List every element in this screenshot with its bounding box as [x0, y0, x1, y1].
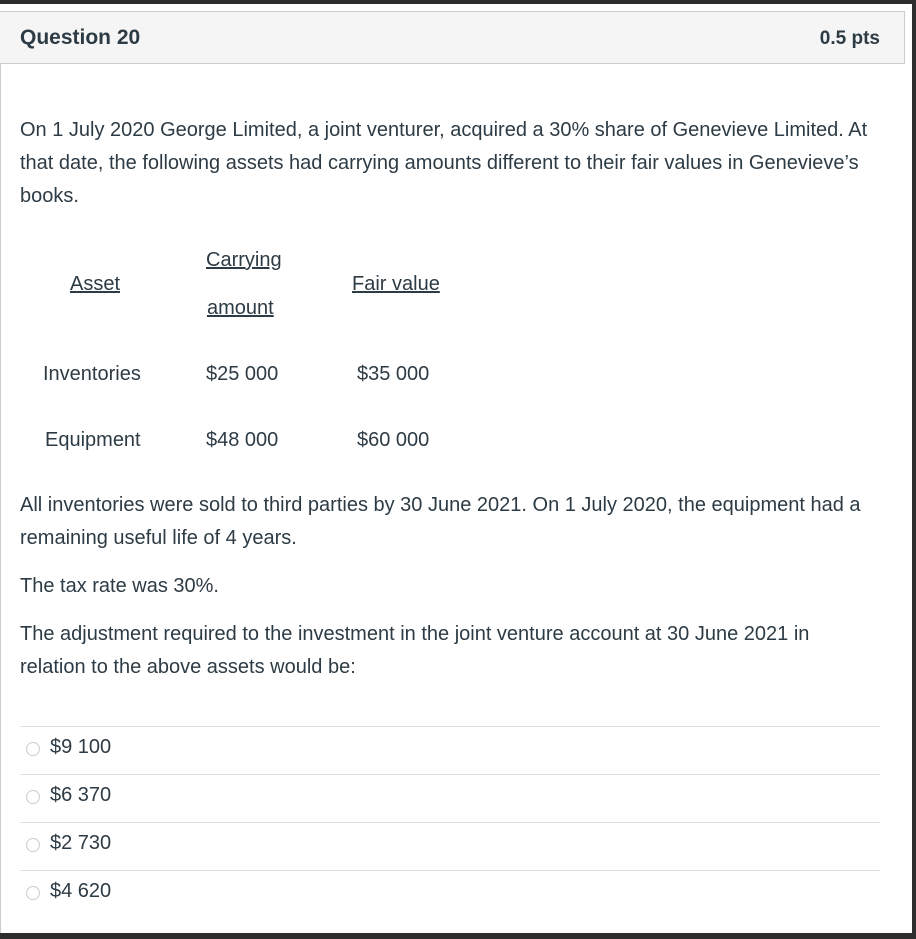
- question-points: 0.5 pts: [819, 28, 880, 49]
- radio-button[interactable]: [26, 790, 40, 804]
- radio-button[interactable]: [26, 742, 40, 756]
- radio-button[interactable]: [26, 886, 40, 900]
- table-header-carrying-line1: Carrying: [206, 249, 282, 271]
- answer-label[interactable]: $2 730: [50, 832, 112, 854]
- table-cell-asset: Equipment: [45, 429, 141, 451]
- table-cell-carrying: $48 000: [206, 429, 279, 451]
- question-tax-text: The tax rate was 30%.: [20, 575, 219, 597]
- table-cell-fair: $35 000: [357, 363, 430, 385]
- radio-button[interactable]: [26, 838, 40, 852]
- answer-list: [20, 726, 880, 918]
- answer-option[interactable]: [20, 726, 880, 774]
- table-cell-asset: Inventories: [43, 363, 141, 385]
- answer-label[interactable]: $6 370: [50, 784, 112, 806]
- bottom-frame-edge: [0, 933, 916, 939]
- top-frame-edge: [0, 0, 916, 4]
- answer-label[interactable]: $4 620: [50, 880, 112, 902]
- table-header-fair-value: Fair value: [352, 273, 440, 295]
- table-cell-fair: $60 000: [357, 429, 430, 451]
- table-header-carrying-line2: amount: [207, 297, 274, 319]
- answer-option[interactable]: [20, 870, 880, 918]
- question-followup-text: All inventories were sold to third parties by 30 June 2021. On 1 July 2020, the equipment had a remaining useful life of 4 years.: [20, 494, 861, 549]
- answer-label[interactable]: $9 100: [50, 736, 112, 758]
- table-header-asset: Asset: [70, 273, 121, 295]
- answer-option[interactable]: [20, 774, 880, 822]
- question-intro-text: On 1 July 2020 George Limited, a joint venturer, acquired a 30% share of Genevieve Limited. At that date, the following assets had carrying amounts different to their fair values in Genevieve’s books.: [20, 119, 868, 207]
- right-frame-edge: [912, 0, 916, 939]
- answer-option[interactable]: [20, 822, 880, 870]
- table-cell-carrying: $25 000: [206, 363, 279, 385]
- question-header: [0, 11, 905, 64]
- question-prompt-text: The adjustment required to the investment in the joint venture account at 30 June 2021 in relation to the above assets would be:: [20, 623, 810, 678]
- question-title: Question 20: [20, 26, 141, 49]
